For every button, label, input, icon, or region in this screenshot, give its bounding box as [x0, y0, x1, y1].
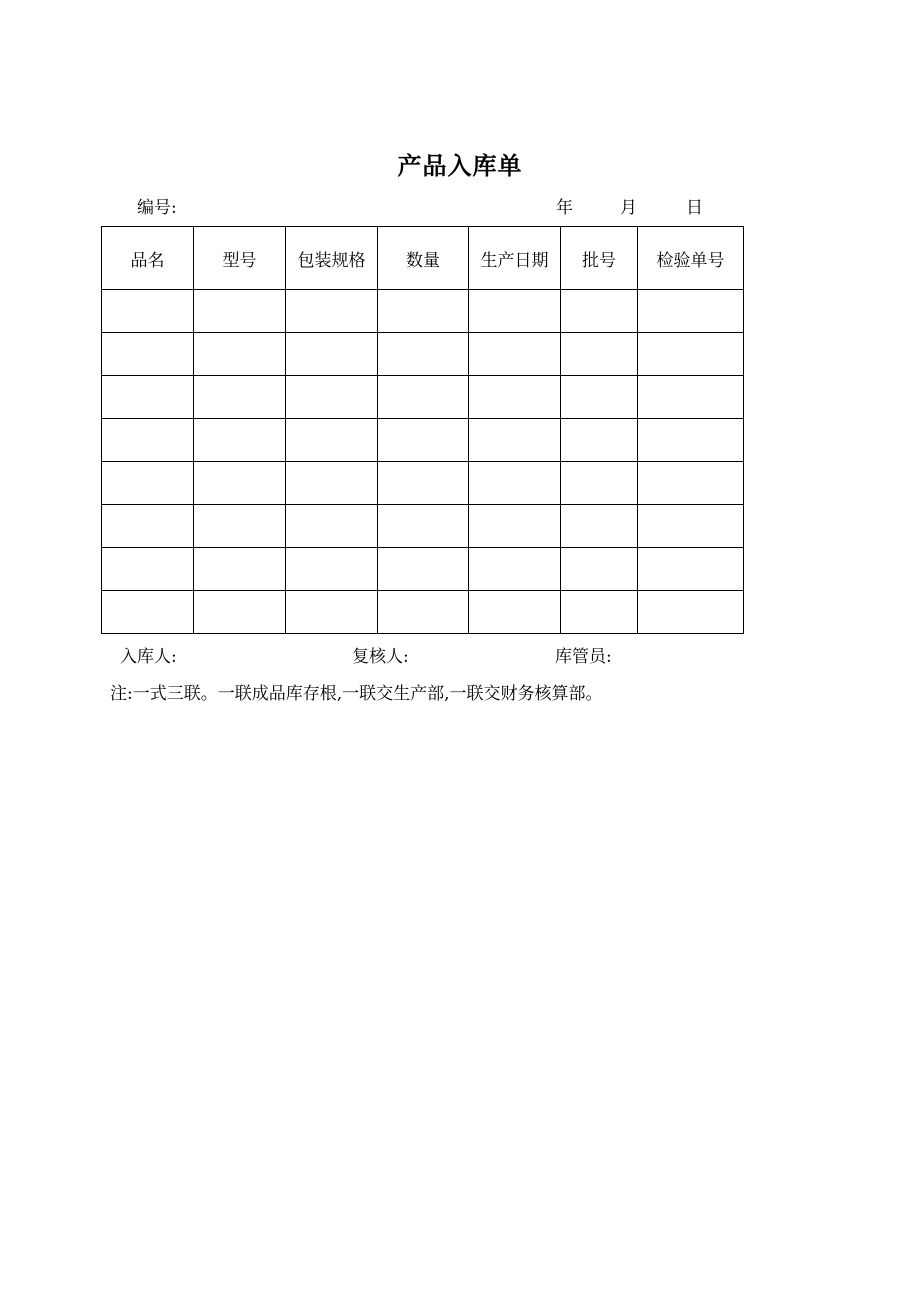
keeper-label: 库管员:: [555, 647, 612, 667]
table-cell[interactable]: [378, 591, 469, 634]
table-cell[interactable]: [286, 333, 378, 376]
table-cell[interactable]: [286, 591, 378, 634]
table-cell[interactable]: [194, 462, 286, 505]
table-cell[interactable]: [378, 505, 469, 548]
table-cell[interactable]: [561, 462, 638, 505]
table-cell[interactable]: [102, 462, 194, 505]
column-header: 批号: [561, 227, 638, 290]
table-cell[interactable]: [378, 419, 469, 462]
table-cell[interactable]: [286, 462, 378, 505]
table-cell[interactable]: [469, 505, 561, 548]
month-label: 月: [620, 198, 637, 218]
column-header: 型号: [194, 227, 286, 290]
table-cell[interactable]: [469, 462, 561, 505]
table-cell[interactable]: [638, 548, 744, 591]
table-cell[interactable]: [286, 505, 378, 548]
column-header: 品名: [102, 227, 194, 290]
table-cell[interactable]: [561, 376, 638, 419]
table-row: [102, 333, 744, 376]
table-cell[interactable]: [469, 333, 561, 376]
year-label: 年: [556, 198, 573, 218]
table-cell[interactable]: [469, 419, 561, 462]
table-cell[interactable]: [638, 290, 744, 333]
table-cell[interactable]: [561, 548, 638, 591]
table-cell[interactable]: [286, 290, 378, 333]
table-cell[interactable]: [194, 376, 286, 419]
table-cell[interactable]: [638, 376, 744, 419]
receiver-label: 入库人:: [120, 647, 177, 667]
table-cell[interactable]: [561, 591, 638, 634]
column-header: 数量: [378, 227, 469, 290]
number-label: 编号:: [137, 198, 177, 218]
table-cell[interactable]: [638, 591, 744, 634]
column-header: 包装规格: [286, 227, 378, 290]
day-label: 日: [686, 198, 703, 218]
table-cell[interactable]: [378, 290, 469, 333]
reviewer-label: 复核人:: [352, 647, 409, 667]
table-cell[interactable]: [102, 290, 194, 333]
table-cell[interactable]: [102, 376, 194, 419]
table-cell[interactable]: [469, 290, 561, 333]
table-cell[interactable]: [378, 333, 469, 376]
table-cell[interactable]: [378, 376, 469, 419]
table-cell[interactable]: [469, 548, 561, 591]
table-cell[interactable]: [469, 591, 561, 634]
table-row: [102, 376, 744, 419]
table-cell[interactable]: [561, 290, 638, 333]
table-cell[interactable]: [194, 591, 286, 634]
table-cell[interactable]: [102, 548, 194, 591]
table-row: [102, 548, 744, 591]
table-cell[interactable]: [378, 462, 469, 505]
table-cell[interactable]: [378, 548, 469, 591]
table-cell[interactable]: [561, 505, 638, 548]
table-row: [102, 419, 744, 462]
column-header: 检验单号: [638, 227, 744, 290]
table-row: [102, 505, 744, 548]
table-cell[interactable]: [194, 333, 286, 376]
table-cell[interactable]: [194, 505, 286, 548]
inventory-table: [101, 226, 744, 634]
table-cell[interactable]: [638, 462, 744, 505]
table-header-row: [102, 227, 744, 290]
table-row: [102, 290, 744, 333]
table-cell[interactable]: [102, 505, 194, 548]
table-cell[interactable]: [102, 419, 194, 462]
footnote: 注:一式三联。一联成品库存根,一联交生产部,一联交财务核算部。: [110, 684, 603, 704]
column-header: 生产日期: [469, 227, 561, 290]
table-cell[interactable]: [194, 419, 286, 462]
table-cell[interactable]: [194, 290, 286, 333]
table-row: [102, 462, 744, 505]
table-cell[interactable]: [102, 333, 194, 376]
table-cell[interactable]: [561, 419, 638, 462]
table-cell[interactable]: [102, 591, 194, 634]
table-cell[interactable]: [638, 333, 744, 376]
table-cell[interactable]: [286, 419, 378, 462]
table-cell[interactable]: [469, 376, 561, 419]
table-cell[interactable]: [194, 548, 286, 591]
table-cell[interactable]: [638, 505, 744, 548]
table-cell[interactable]: [286, 376, 378, 419]
table-cell[interactable]: [638, 419, 744, 462]
page-title: 产品入库单: [397, 152, 523, 180]
table-cell[interactable]: [561, 333, 638, 376]
table-row: [102, 591, 744, 634]
table-cell[interactable]: [286, 548, 378, 591]
